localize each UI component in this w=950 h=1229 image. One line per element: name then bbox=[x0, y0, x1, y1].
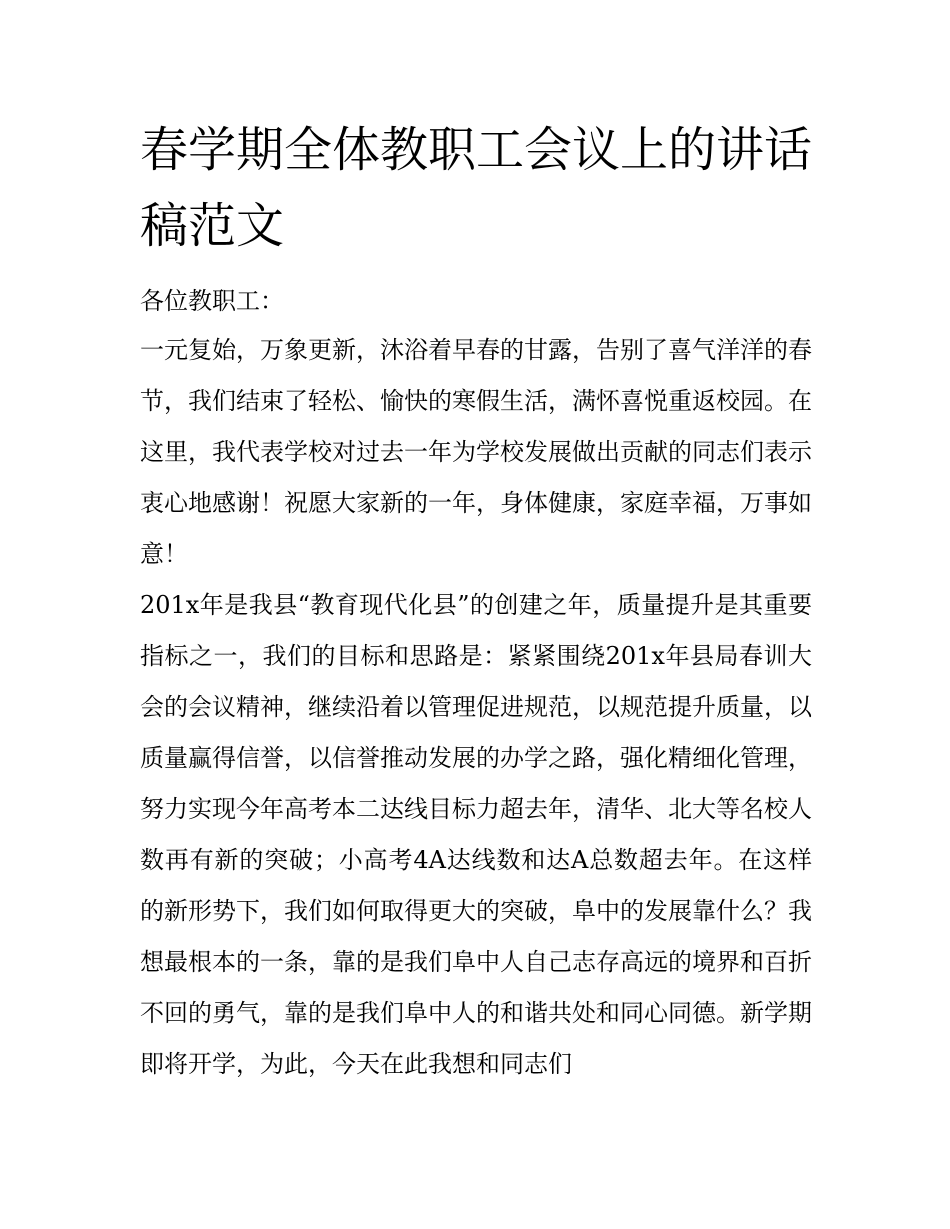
document-title: 春学期全体教职工会议上的讲话稿范文 bbox=[140, 122, 813, 254]
paragraph-2: 201x年是我县“教育现代化县”的创建之年，质量提升是其重要指标之一，我们的目标和思路是：紧紧围绕201x年县局春训大会的会议精神，继续沿着以管理促进规范，以规范提升质量，以质量赢得信誉，以信誉推动发展的办学之路，强化精细化管理，努力实现今年高考本二达线目标力超去年，清华、北大等名校人数再有新的突破；小高考4A达线数和达A总数超去年。在这样的新形势下，我们如何取得更大的突破，阜中的发展靠什么？我想最根本的一条，靠的是我们阜中人自己志存高远的境界和百折不回的勇气，靠的是我们阜中人的和谐共处和同心同德。新学期即将开学，为此，今天在此我想和同志们 bbox=[140, 591, 812, 1078]
paragraph-1: 一元复始，万象更新，沐浴着早春的甘露，告别了喜气洋洋的春节，我们结束了轻松、愉快的寒假生活，满怀喜悦重返校园。在这里，我代表学校对过去一年为学校发展做出贡献的同志们表示衷心地感谢！祝愿大家新的一年，身体健康，家庭幸福，万事如意！ bbox=[140, 336, 812, 568]
document-body bbox=[140, 277, 812, 1090]
salutation: 各位教职工： bbox=[140, 287, 284, 315]
